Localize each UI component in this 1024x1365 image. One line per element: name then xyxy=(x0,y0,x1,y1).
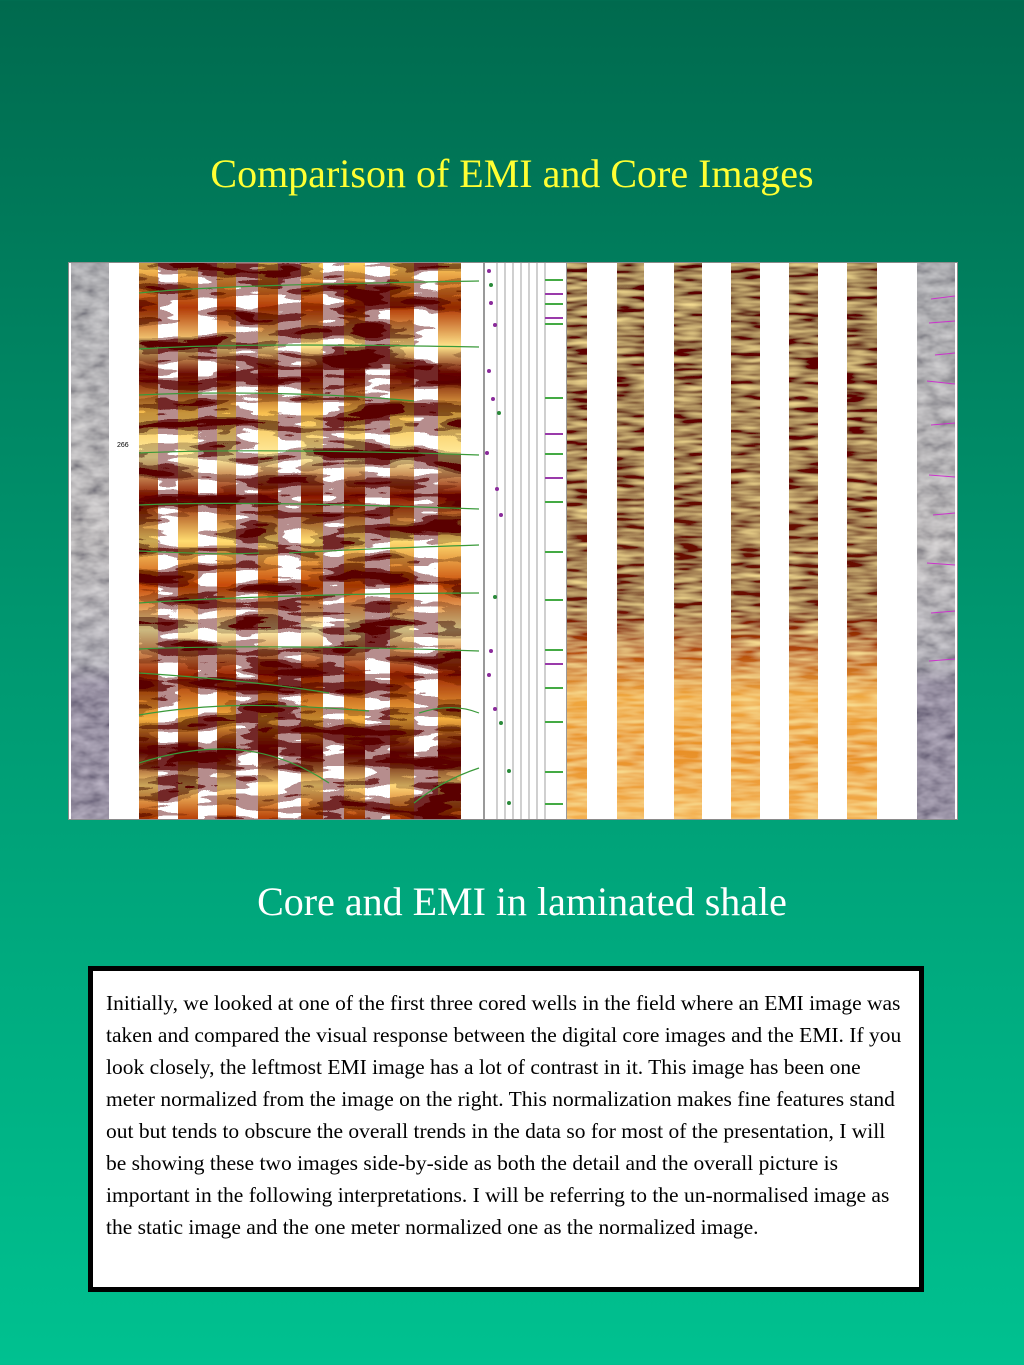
static-emi-image xyxy=(567,263,877,819)
depth-track xyxy=(545,263,567,819)
tadpole-track xyxy=(484,263,545,819)
normalized-emi-image xyxy=(139,263,479,819)
slide-title: Comparison of EMI and Core Images xyxy=(210,151,814,196)
figure-caption: Core and EMI in laminated shale xyxy=(257,879,787,924)
speaker-notes-box: Initially, we looked at one of the first three cored wells in the field where an EMI image was taken and compared the visual response between the digital core images and the EMI. If you look closely, the leftmost EMI image has a lot of contrast in it. This image has been one meter normalized from the image on the right. This normalization makes fine features stand out but tends to obscure the overall trends in the data so for most of the presentation, I will be showing these two images side-by-side as both the detail and the overall picture is important in the following interpretations. I will be referring to the un-normalised image as the static image and the one meter normalized one as the normalized image. xyxy=(88,966,924,1292)
emi-core-comparison-figure xyxy=(68,262,958,820)
core-image-right xyxy=(917,263,955,819)
depth-label: 266 xyxy=(117,442,129,449)
core-image-left xyxy=(71,263,109,819)
